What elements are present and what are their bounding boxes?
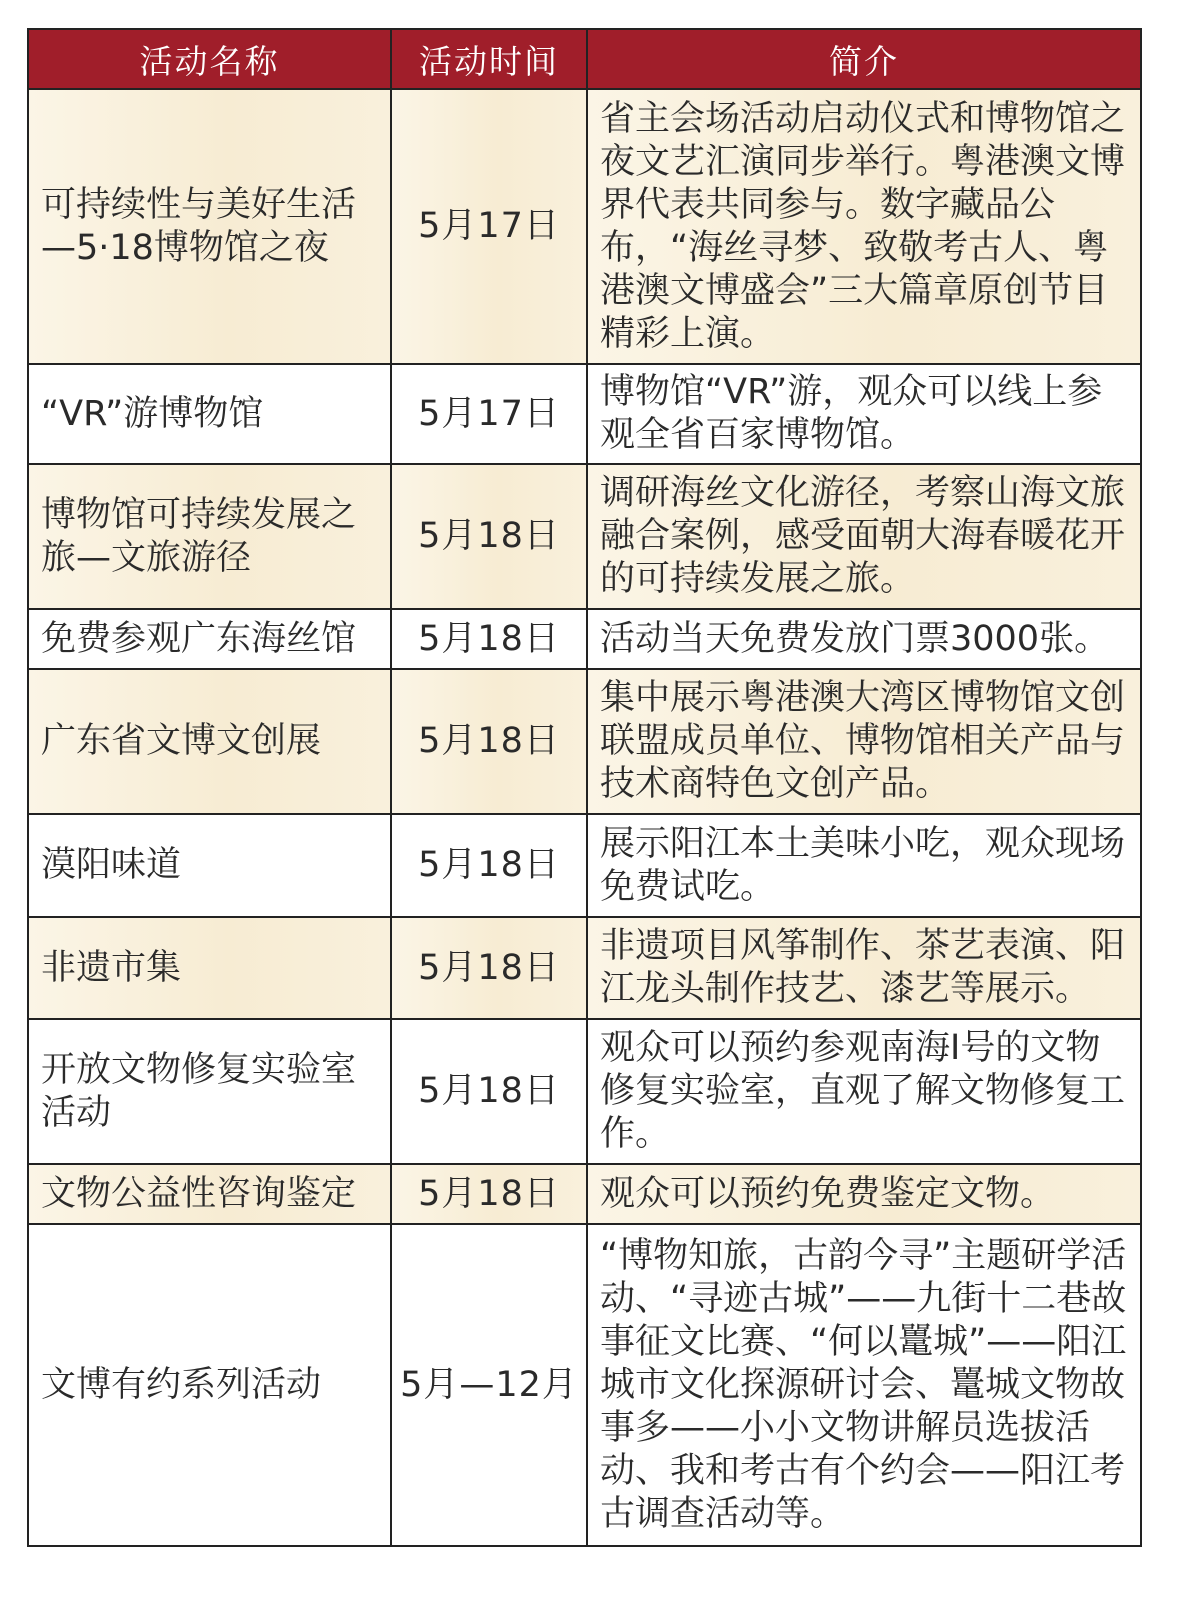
activity-date-cell: 5月18日 xyxy=(391,814,587,917)
activity-date-cell: 5月18日 xyxy=(391,1019,587,1164)
activity-desc-cell: 博物馆“VR”游，观众可以线上参观全省百家博物馆。 xyxy=(587,364,1141,464)
activity-name-cell: 免费参观广东海丝馆 xyxy=(28,609,391,669)
activity-name-cell: 非遗市集 xyxy=(28,917,391,1019)
activity-desc-cell: 省主会场活动启动仪式和博物馆之夜文艺汇演同步举行。粤港澳文博界代表共同参与。数字藏品公布，“海丝寻梦、致敬考古人、粤港澳文博盛会”三大篇章原创节目精彩上演。 xyxy=(587,89,1141,364)
table-row xyxy=(28,464,1141,609)
table-row xyxy=(28,917,1141,1019)
table-row xyxy=(28,1019,1141,1164)
activity-desc-cell: 观众可以预约免费鉴定文物。 xyxy=(587,1164,1141,1224)
activity-date-cell: 5月18日 xyxy=(391,609,587,669)
activity-desc-cell: 非遗项目风筝制作、茶艺表演、阳江龙头制作技艺、漆艺等展示。 xyxy=(587,917,1141,1019)
table-row xyxy=(28,669,1141,814)
activity-desc-cell: 观众可以预约参观南海Ⅰ号的文物修复实验室，直观了解文物修复工作。 xyxy=(587,1019,1141,1164)
activity-date-cell: 5月17日 xyxy=(391,364,587,464)
activity-name-cell: 开放文物修复实验室活动 xyxy=(28,1019,391,1164)
table-row xyxy=(28,364,1141,464)
header-activity-name: 活动名称 xyxy=(28,29,391,89)
activity-name-cell: 文博有约系列活动 xyxy=(28,1224,391,1546)
activity-date-cell: 5月18日 xyxy=(391,464,587,609)
activity-table xyxy=(27,28,1142,1547)
activity-date-cell: 5月—12月 xyxy=(391,1224,587,1546)
header-description: 简介 xyxy=(587,29,1141,89)
activity-name-cell: 博物馆可持续发展之旅—文旅游径 xyxy=(28,464,391,609)
activity-desc-cell: 展示阳江本土美味小吃，观众现场免费试吃。 xyxy=(587,814,1141,917)
activity-table-container xyxy=(27,28,1140,1543)
activity-desc-cell: “博物知旅，古韵今寻”主题研学活动、“寻迹古城”——九街十二巷故事征文比赛、“何以鼍城”——阳江城市文化探源研讨会、鼍城文物故事多——小小文物讲解员选拔活动、我和考古有个约会——阳江考古调查活动等。 xyxy=(587,1224,1141,1546)
table-row xyxy=(28,89,1141,364)
activity-desc-cell: 调研海丝文化游径，考察山海文旅融合案例，感受面朝大海春暖花开的可持续发展之旅。 xyxy=(587,464,1141,609)
activity-name-cell: 文物公益性咨询鉴定 xyxy=(28,1164,391,1224)
activity-desc-cell: 集中展示粤港澳大湾区博物馆文创联盟成员单位、博物馆相关产品与技术商特色文创产品。 xyxy=(587,669,1141,814)
activity-date-cell: 5月18日 xyxy=(391,1164,587,1224)
activity-desc-cell: 活动当天免费发放门票3000张。 xyxy=(587,609,1141,669)
activity-name-cell: 漠阳味道 xyxy=(28,814,391,917)
activity-date-cell: 5月17日 xyxy=(391,89,587,364)
table-row xyxy=(28,609,1141,669)
table-row xyxy=(28,814,1141,917)
activity-name-cell: 可持续性与美好生活—5·18博物馆之夜 xyxy=(28,89,391,364)
table-header-row xyxy=(28,29,1141,89)
activity-date-cell: 5月18日 xyxy=(391,669,587,814)
activity-name-cell: 广东省文博文创展 xyxy=(28,669,391,814)
header-activity-time: 活动时间 xyxy=(391,29,587,89)
table-row xyxy=(28,1224,1141,1546)
table-row xyxy=(28,1164,1141,1224)
activity-name-cell: “VR”游博物馆 xyxy=(28,364,391,464)
activity-date-cell: 5月18日 xyxy=(391,917,587,1019)
